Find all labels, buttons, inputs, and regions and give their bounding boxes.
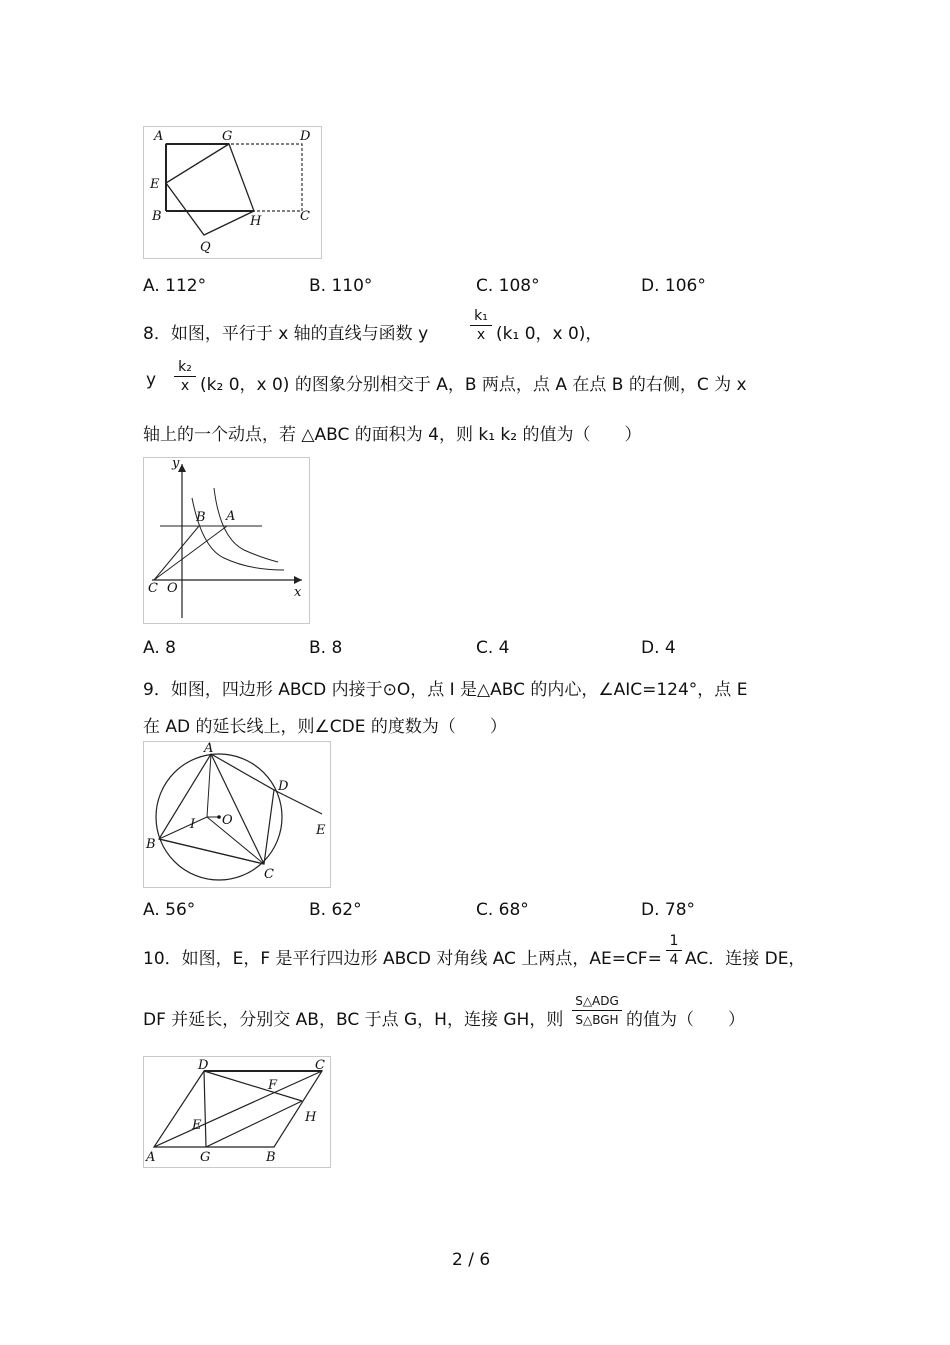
label-H: H xyxy=(250,214,262,229)
label-A: A xyxy=(226,509,236,524)
label-E: E xyxy=(192,1118,202,1133)
label-D: D xyxy=(278,779,289,794)
label-Q: Q xyxy=(200,240,211,255)
ratio-numerator: S△ADG xyxy=(575,994,619,1008)
label-D: D xyxy=(300,129,311,144)
fraction-denominator: x xyxy=(476,327,486,343)
q9-option-a: A. 56° xyxy=(143,900,196,920)
q8-option-a: A. 8 xyxy=(143,638,176,658)
q7-option-b: B. 110° xyxy=(309,276,373,296)
label-E: E xyxy=(150,177,160,192)
label-I: I xyxy=(190,817,196,832)
fraction-denominator: 4 xyxy=(669,952,679,968)
q8-stem-line1-tail: (k₁ 0，x 0)， xyxy=(496,324,603,344)
label-F: F xyxy=(268,1078,278,1093)
label-D: D xyxy=(198,1058,209,1073)
q10-stem-line1-tail: AC．连接 DE， xyxy=(685,949,806,969)
fraction-numerator: 1 xyxy=(669,933,679,949)
label-B: B xyxy=(152,209,162,224)
label-x: x xyxy=(294,585,302,600)
figure-inscribed-quadrilateral xyxy=(143,741,331,888)
label-y: y xyxy=(172,458,180,471)
label-A: A xyxy=(154,129,164,144)
label-G: G xyxy=(222,129,233,144)
figure-parallelogram xyxy=(143,1056,331,1168)
label-C: C xyxy=(264,867,274,882)
q7-option-c: C. 108° xyxy=(476,276,540,296)
label-C: C xyxy=(315,1058,325,1073)
fraction-numerator: k₁ xyxy=(474,308,488,324)
q8-option-b: B. 8 xyxy=(309,638,343,658)
label-B: B xyxy=(266,1150,276,1165)
q7-option-a: A. 112° xyxy=(143,276,207,296)
q10-fraction-one-quarter xyxy=(666,932,682,969)
page-number: 2 / 6 xyxy=(452,1250,491,1270)
q8-stem-line3: 轴上的一个动点，若 △ABC 的面积为 4，则 k₁ k₂ 的值为（ ） xyxy=(143,425,642,445)
label-O: O xyxy=(167,581,178,596)
ratio-denominator: S△BGH xyxy=(575,1013,619,1027)
label-B: B xyxy=(196,510,206,525)
q9-option-c: C. 68° xyxy=(476,900,529,920)
label-H: H xyxy=(305,1110,317,1125)
q10-stem-line2: DF 并延长，分别交 AB，BC 于点 G，H，连接 GH，则 xyxy=(143,1010,564,1030)
q10-stem-line2-tail: 的值为（ ） xyxy=(626,1010,745,1030)
q8-option-c: C. 4 xyxy=(476,638,510,658)
fraction-numerator: k₂ xyxy=(178,359,192,375)
q8-stem-line2: (k₂ 0，x 0) 的图象分别相交于 A，B 两点，点 A 在点 B 的右侧，C 为 x xyxy=(200,375,747,395)
q9-stem-line2: 在 AD 的延长线上，则∠CDE 的度数为（ ） xyxy=(143,717,507,737)
label-A: A xyxy=(146,1150,156,1165)
label-G: G xyxy=(200,1150,211,1165)
q8-stem-line2-y: y xyxy=(146,370,157,390)
q7-option-d: D. 106° xyxy=(641,276,706,296)
figure-hyperbolas xyxy=(143,457,310,624)
q8-stem-line1: 8．如图，平行于 x 轴的直线与函数 y xyxy=(143,324,429,344)
label-B: B xyxy=(146,837,156,852)
q8-option-d: D. 4 xyxy=(641,638,676,658)
label-O: O xyxy=(222,813,233,828)
label-E: E xyxy=(316,823,326,838)
figure-rectangle-square xyxy=(143,126,322,259)
q9-option-d: D. 78° xyxy=(641,900,696,920)
q8-fraction-k1-over-x xyxy=(470,307,492,344)
label-C: C xyxy=(300,209,310,224)
q10-area-ratio xyxy=(572,992,622,1029)
fraction-denominator: x xyxy=(180,378,190,394)
label-A: A xyxy=(204,742,214,756)
q10-stem-line1: 10．如图，E，F 是平行四边形 ABCD 对角线 AC 上两点，AE=CF= xyxy=(143,949,662,969)
label-C: C xyxy=(148,581,158,596)
q9-option-b: B. 62° xyxy=(309,900,362,920)
q9-stem-line1: 9．如图，四边形 ABCD 内接于⊙O，点 I 是△ABC 的内心，∠AIC=124°，点 E xyxy=(143,680,748,700)
q8-fraction-k2-over-x xyxy=(174,358,196,395)
